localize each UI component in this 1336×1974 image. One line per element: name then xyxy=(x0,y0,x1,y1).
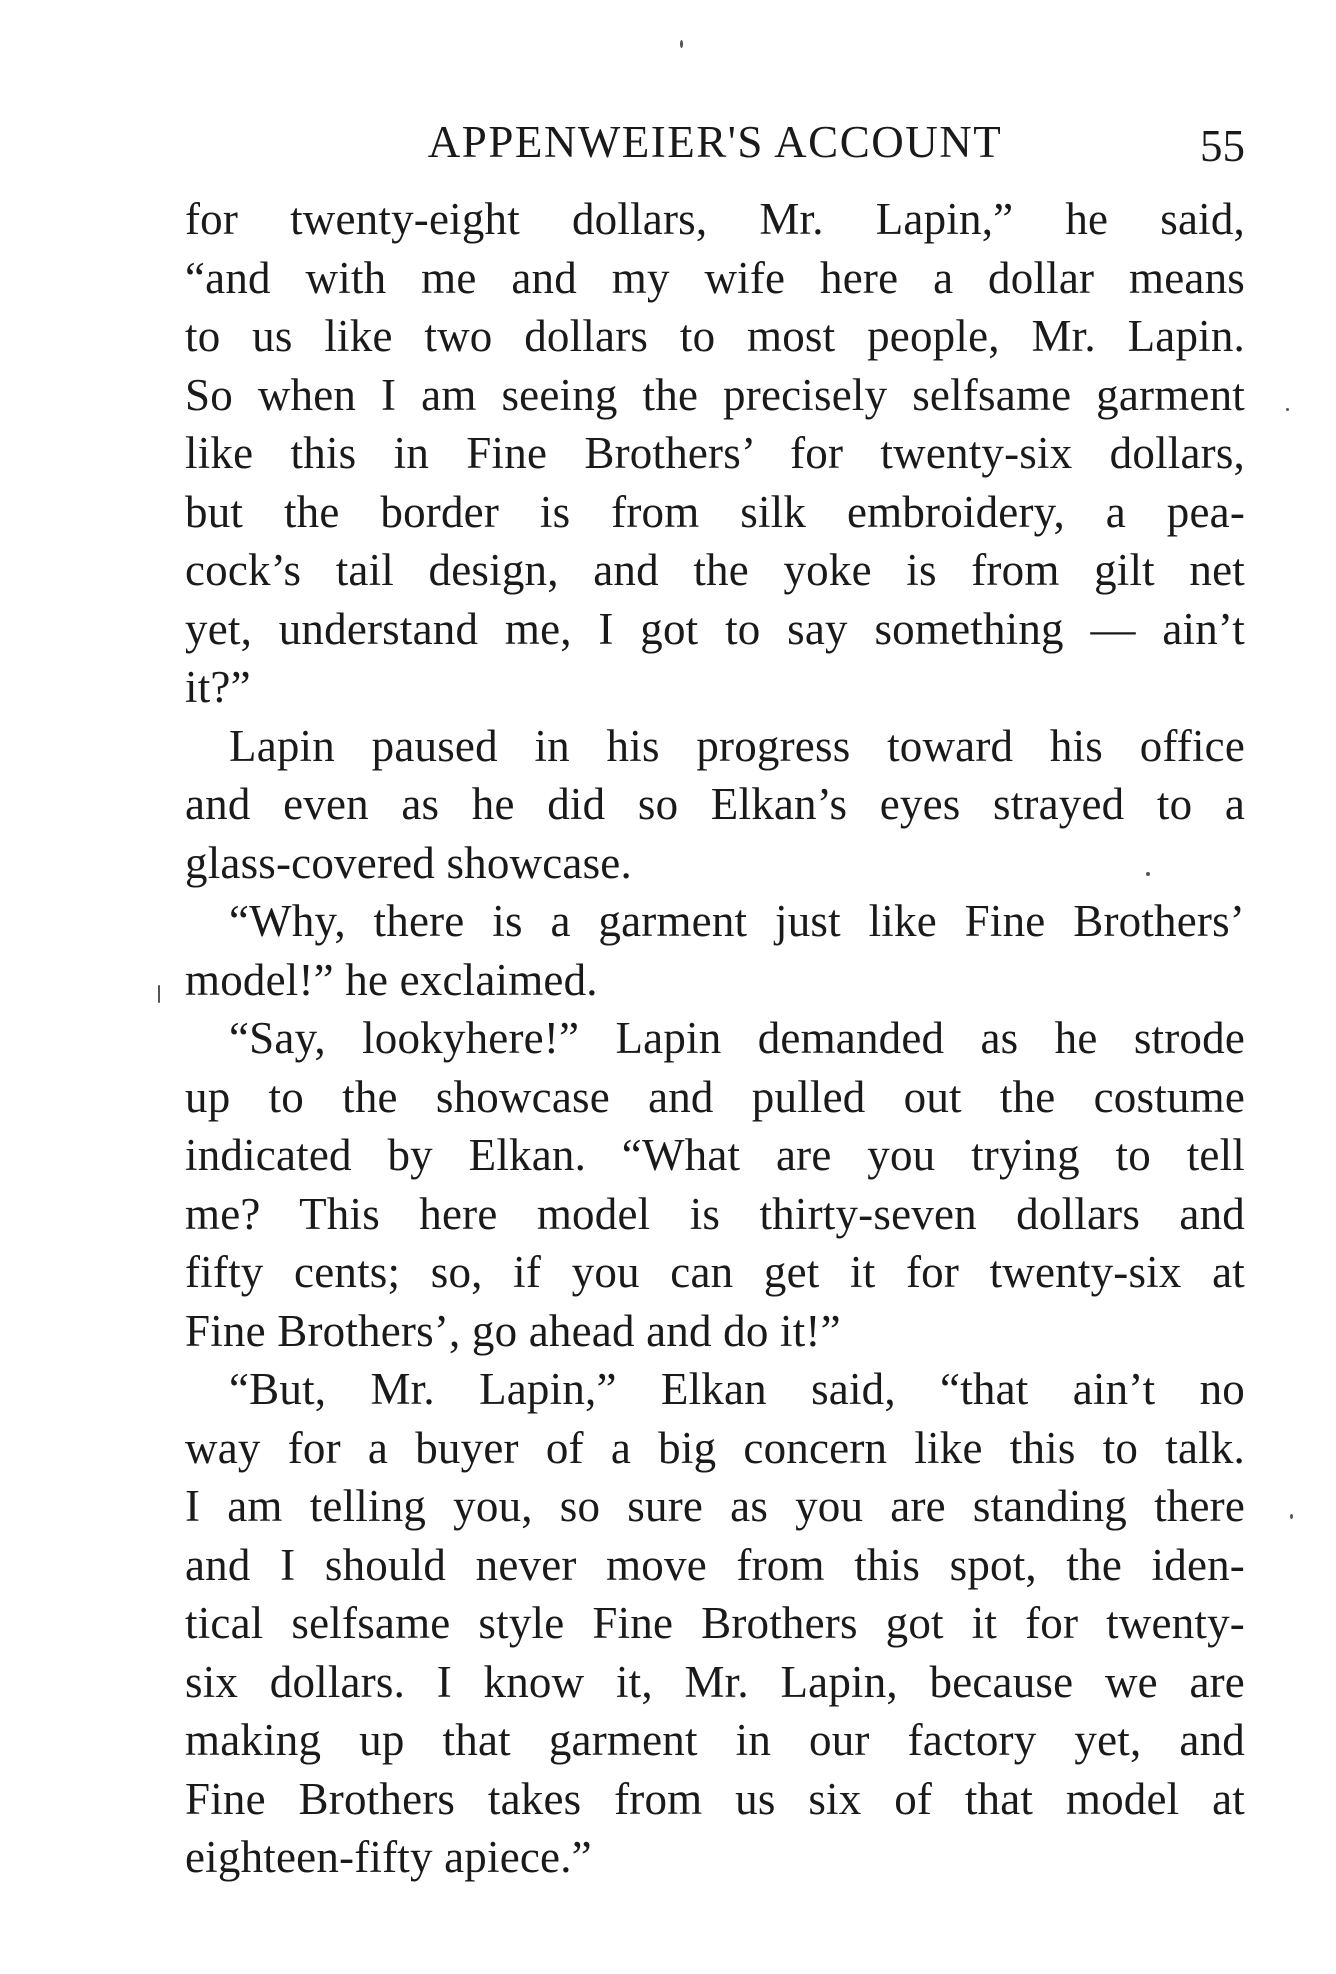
running-title: APPENWEIER'S ACCOUNT xyxy=(427,117,1003,167)
text-line: yet, understand me, I got to say something — ain’t xyxy=(185,603,1245,654)
text-line: like this in Fine Brothers’ for twenty-six dollars, xyxy=(185,428,1245,478)
paragraph-start-line: Lapin paused in his progress toward his office xyxy=(229,720,1245,771)
text-line: way for a buyer of a big concern like this to talk. xyxy=(185,1422,1245,1473)
paragraph-start-line: “Why, there is a garment just like Fine Brothers’ xyxy=(229,896,1245,946)
scan-speck xyxy=(1286,408,1289,411)
text-line: glass-covered showcase. xyxy=(185,837,632,888)
text-line: cock’s tail design, and the yoke is from gilt net xyxy=(185,545,1245,595)
text-line: eighteen-fifty apiece.” xyxy=(185,1832,592,1882)
scan-speck xyxy=(1146,872,1150,876)
paragraph-start-line: “But, Mr. Lapin,” Elkan said, “that ain’t no xyxy=(229,1364,1245,1414)
paragraph-start-line: “Say, lookyhere!” Lapin demanded as he strode xyxy=(229,1013,1245,1063)
running-head xyxy=(185,112,1245,172)
text-line: and I should never move from this spot, the iden- xyxy=(185,1539,1245,1590)
scan-speck xyxy=(680,40,683,48)
text-line: making up that garment in our factory yet, and xyxy=(185,1715,1245,1765)
text-line: So when I am seeing the precisely selfsame garment xyxy=(185,369,1245,420)
text-line: fifty cents; so, if you can get it for twenty-six at xyxy=(185,1247,1245,1297)
scan-speck xyxy=(1290,1514,1293,1519)
text-line: indicated by Elkan. “What are you trying to tell xyxy=(185,1130,1245,1180)
text-line: for twenty-eight dollars, Mr. Lapin,” he said, xyxy=(185,194,1245,244)
page-number: 55 xyxy=(1200,121,1245,171)
text-line: up to the showcase and pulled out the costume xyxy=(185,1071,1245,1122)
body-text xyxy=(185,190,1245,1887)
text-line: model!” he exclaimed. xyxy=(185,954,598,1005)
text-line: me? This here model is thirty-seven dollars and xyxy=(185,1188,1245,1239)
text-line: Fine Brothers takes from us six of that model at xyxy=(185,1773,1245,1824)
text-line: Fine Brothers’, go ahead and do it!” xyxy=(185,1305,841,1356)
scan-speck xyxy=(158,985,160,1003)
text-line: I am telling you, so sure as you are standing there xyxy=(185,1481,1245,1531)
text-line: tical selfsame style Fine Brothers got it for twenty- xyxy=(185,1598,1245,1648)
text-line: to us like two dollars to most people, Mr. Lapin. xyxy=(185,311,1245,361)
text-line: “and with me and my wife here a dollar means xyxy=(185,252,1245,303)
text-line: but the border is from silk embroidery, a pea- xyxy=(185,486,1245,537)
text-line: it?” xyxy=(185,662,251,712)
text-line: and even as he did so Elkan’s eyes strayed to a xyxy=(185,779,1245,829)
text-line: six dollars. I know it, Mr. Lapin, because we are xyxy=(185,1656,1245,1707)
